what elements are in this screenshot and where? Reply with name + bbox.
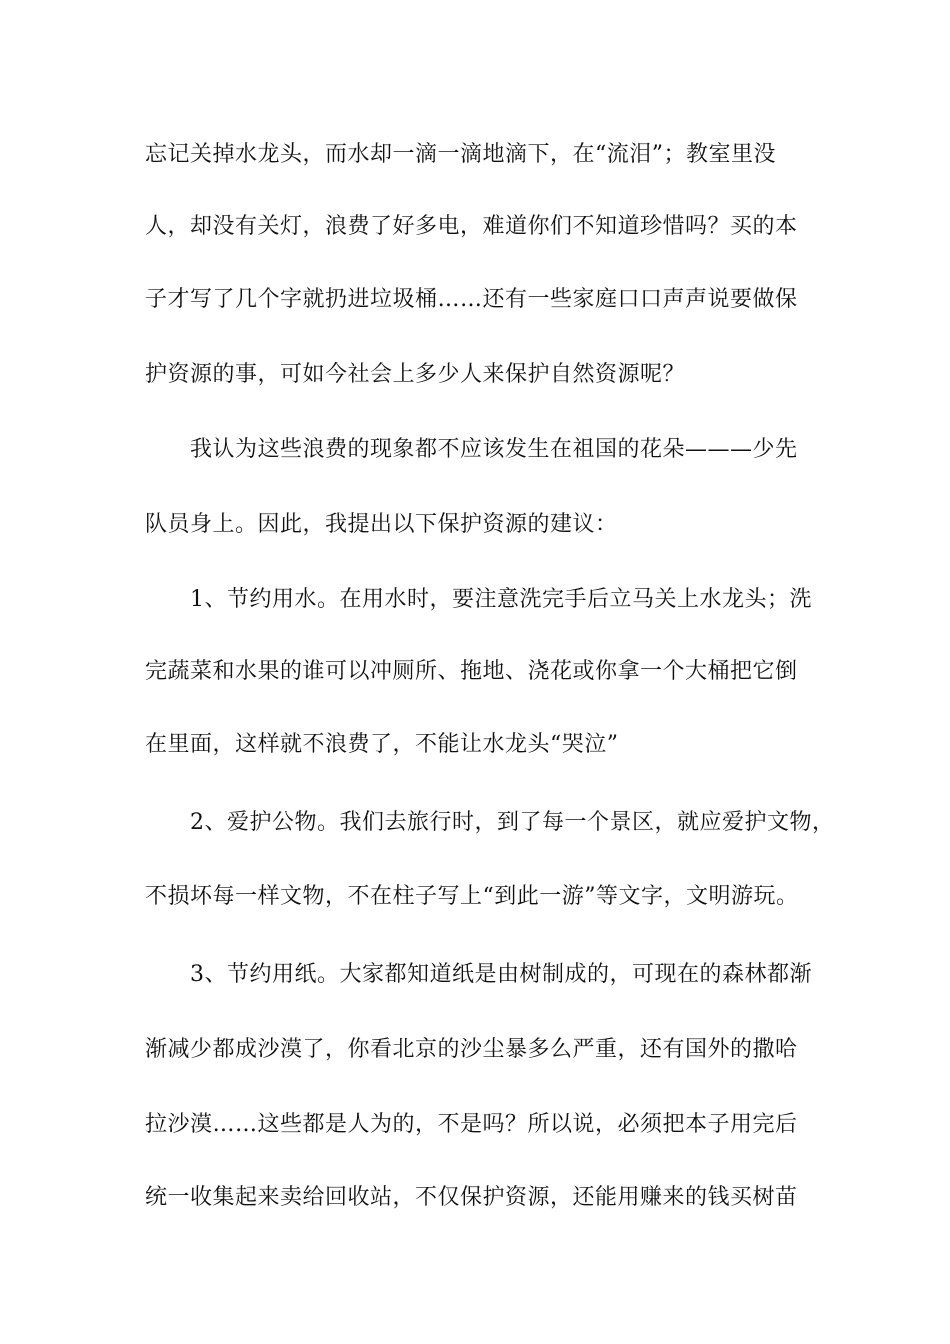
text-line: 不损坏每一样文物，不在柱子写上“到此一游”等文字，文明游玩。	[145, 884, 799, 909]
text-line: 队员身上。因此，我提出以下保护资源的建议：	[145, 512, 618, 537]
text-line: 护资源的事，可如今社会上多少人来保护自然资源呢？	[145, 362, 686, 387]
text-line: 统一收集起来卖给回收站，不仅保护资源，还能用赚来的钱买树苗	[145, 1185, 798, 1210]
text-line: 拉沙漠……这些都是人为的，不是吗？所以说，必须把本子用完后	[145, 1112, 798, 1137]
text-line: 子才写了几个字就扔进垃圾桶……还有一些家庭口口声声说要做保	[145, 287, 798, 312]
text-line: 忘记关掉水龙头，而水却一滴一滴地滴下，在“流泪”；教室里没	[145, 142, 776, 167]
list-item-water: 1、节约用水。在用水时，要注意洗完手后立马关上水龙头；洗	[190, 587, 812, 612]
text-line: 渐减少都成沙漠了，你看北京的沙尘暴多么严重，还有国外的撒哈	[145, 1037, 798, 1062]
list-item-paper: 3、节约用纸。大家都知道纸是由树制成的，可现在的森林都渐	[190, 962, 812, 987]
text-line: 在里面，这样就不浪费了，不能让水龙头“哭泣”	[145, 732, 619, 757]
text-line: 完蔬菜和水果的谁可以冲厕所、拖地、浇花或你拿一个大桶把它倒	[145, 659, 798, 684]
list-item-public-property: 2、爱护公物。我们去旅行时，到了每一个景区，就应爱护文物，	[190, 810, 835, 835]
text-line: 人，却没有关灯，浪费了好多电，难道你们不知道珍惜吗？买的本	[145, 214, 798, 239]
paragraph-first-line: 我认为这些浪费的现象都不应该发生在祖国的花朵———少先	[190, 437, 798, 462]
